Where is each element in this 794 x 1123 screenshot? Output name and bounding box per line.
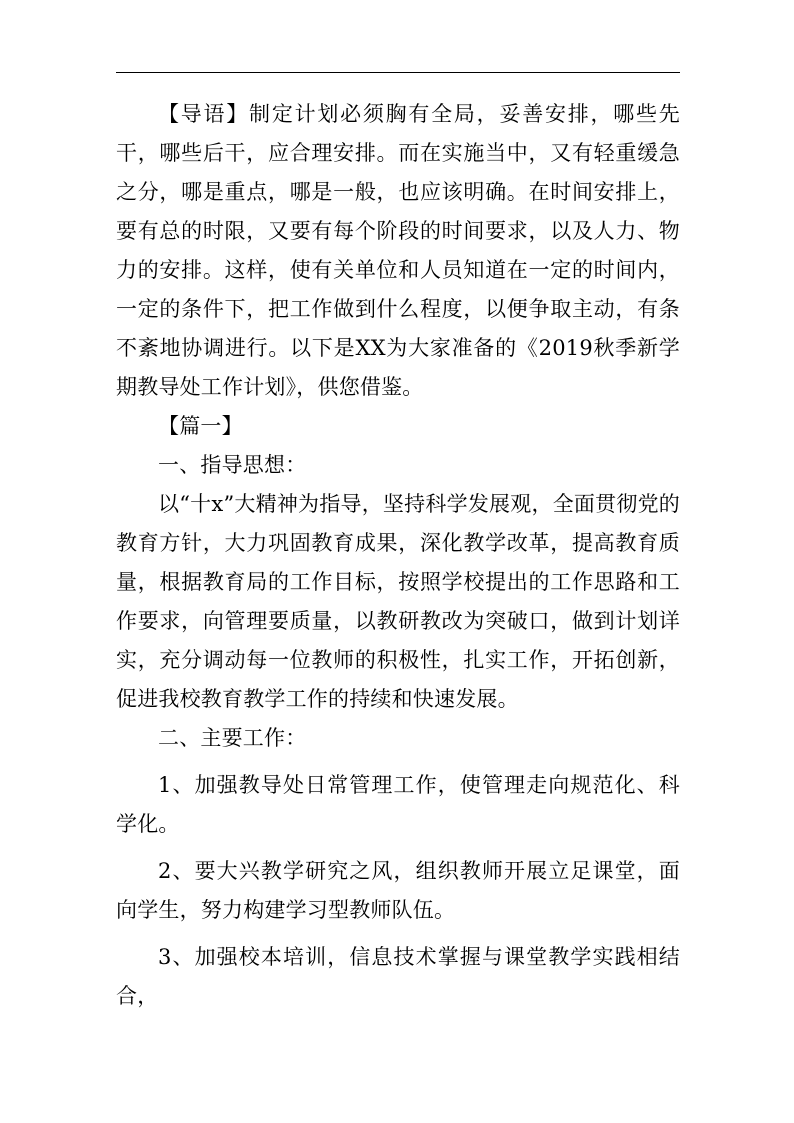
section-1-heading: 一、指导思想：	[158, 453, 307, 477]
intro-paragraph: 【导语】制定计划必须胸有全局，妥善安排，哪些先干，哪些后干，应合理安排。而在实施当中，又有轻重缓急之分，哪是重点，哪是一般，也应该明确。在时间安排上，要有总的时限，又要有每个阶段的时间要求，以及人力、物力的安排。这样，使有关单位和人员知道在一定的时间内，一定的条件下，把工作做到什么程度，以便争取主动，有条不紊地协调进行。以下是XX为大家准备的《2019秋季新学期教导处工作计划》，供您借鉴。	[116, 102, 680, 399]
work-item-3: 3、加强校本培训，信息技术掌握与课堂教学实践相结合，	[116, 945, 680, 1008]
part-one-heading: 【篇一】	[158, 414, 243, 438]
work-item-1: 1、加强教导处日常管理工作，使管理走向规范化、科学化。	[116, 773, 680, 836]
work-item-2: 2、要大兴教学研究之风，组织教师开展立足课堂，面向学生，努力构建学习型教师队伍。	[116, 859, 680, 922]
section-1-body: 以“十x”大精神为指导，坚持科学发展观，全面贯彻党的教育方针，大力巩固教育成果，深化教学改革，提高教育质量，根据教育局的工作目标，按照学校提出的工作思路和工作要求，向管理要质量，以教研教改为突破口，做到计划详实，充分调动每一位教师的积极性，扎实工作，开拓创新，促进我校教育教学工作的持续和快速发展。	[116, 492, 680, 711]
header-rule	[116, 72, 680, 73]
section-2-heading: 二、主要工作：	[158, 726, 307, 750]
document-body	[116, 95, 680, 1016]
